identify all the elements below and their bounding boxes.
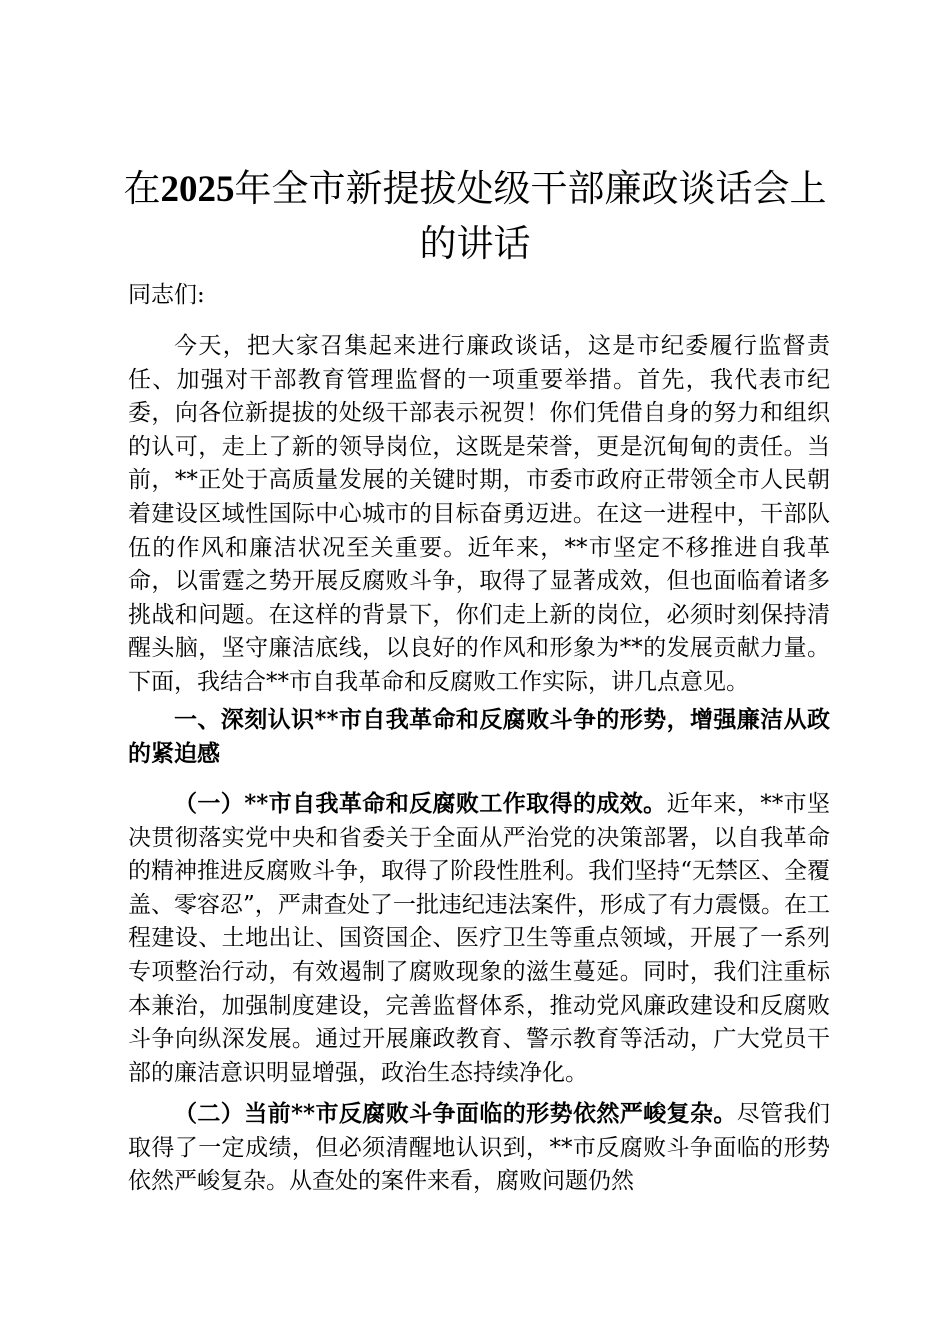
- title-year: 2025: [160, 169, 235, 210]
- document-title: [120, 162, 830, 271]
- opening-paragraph: 今天，把大家召集起来进行廉政谈话，这是市纪委履行监督责任、加强对干部教育管理监督的一项重要举措。首先，我代表市纪委，向各位新提拔的处级干部表示祝贺！你们凭借自身的努力和组织的认可，走上了新的领导岗位，这既是荣誉，更是沉甸甸的责任。当前，**正处于高质量发展的关键时期，市委市政府正带领全市人民朝着建设区域性国际中心城市的目标奋勇迈进。在这一进程中，干部队伍的作风和廉洁状况至关重要。近年来，**市坚定不移推进自我革命，以雷霆之势开展反腐败斗争，取得了显著成效，但也面临着诸多挑战和问题。在这样的背景下，你们走上新的岗位，必须时刻保持清醒头脑，坚守廉洁底线，以良好的作风和形象为**的发展贡献力量。下面，我结合**市自我革命和反腐败工作实际，讲几点意见。: [128, 333, 830, 695]
- subsection-2-lead: （二）当前**市反腐败斗争面临的形势依然严峻复杂。: [174, 1100, 737, 1127]
- subsection-1-paragraph: [128, 787, 830, 1090]
- salutation: 同志们:: [128, 282, 205, 308]
- section-heading-1: 一、深刻认识**市自我革命和反腐败斗争的形势，增强廉洁从政的紧迫感: [128, 706, 830, 767]
- title-prefix: 在: [123, 167, 161, 210]
- subsection-1-lead: （一）**市自我革命和反腐败工作取得的成效。: [174, 790, 667, 817]
- subsection-2-body: 尽管我们取得了一定成绩，但必须清醒地认识到，**市反腐败斗争面临的形势依然严峻复杂。从查处的案件来看，腐败问题仍然: [128, 1101, 830, 1195]
- subsection-2-paragraph: [128, 1097, 830, 1199]
- title-suffix: 年全市新提拔处级干部廉政谈话会上的讲话: [234, 167, 827, 265]
- subsection-1-body: 近年来，**市坚决贯彻落实党中央和省委关于全面从严治党的决策部署，以自我革命的精神推进反腐败斗争，取得了阶段性胜利。我们坚持“无禁区、全覆盖、零容忍”，严肃查处了一批违纪违法案件，形成了有力震慑。在工程建设、土地出让、国资国企、医疗卫生等重点领域，开展了一系列专项整治行动，有效遏制了腐败现象的滋生蔓延。同时，我们注重标本兼治，加强制度建设，完善监督体系，推动党风廉政建设和反腐败斗争向纵深发展。通过开展廉政教育、警示教育等活动，广大党员干部的廉洁意识明显增强，政治生态持续净化。: [128, 791, 831, 1086]
